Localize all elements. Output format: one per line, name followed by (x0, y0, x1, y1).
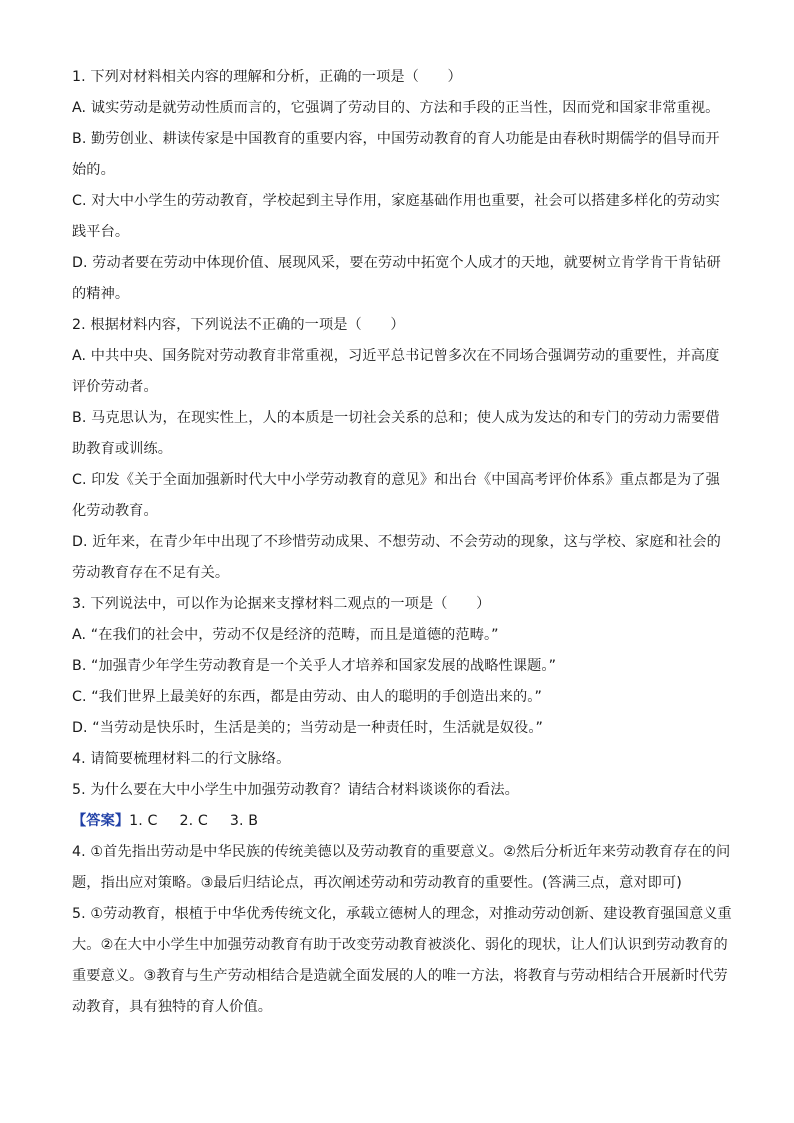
answer-4-line1: 4. ①首先指出劳动是中华民族的传统美德以及劳动教育的重要意义。②然后分析近年来劳动教育存在的问 (72, 844, 731, 860)
q1-option-c-line2: 践平台。 (72, 224, 130, 240)
q3-option-b: B. “加强青少年学生劳动教育是一个关乎人才培养和国家发展的战略性课题。” (72, 658, 557, 674)
q5-stem: 5. 为什么要在大中小学生中加强劳动教育？请结合材料谈谈你的看法。 (72, 782, 519, 798)
answer-5-line3: 重要意义。③教育与生产劳动相结合是造就全面发展的人的唯一方法，将教育与劳动相结合开展新时代劳 (72, 968, 728, 984)
q3-option-d: D. “当劳动是快乐时，生活是美的；当劳动是一种责任时，生活就是奴役。” (72, 720, 543, 736)
q1-option-b-line2: 始的。 (72, 162, 115, 178)
q1-option-c-line1: C. 对大中小学生的劳动教育，学校起到主导作用，家庭基础作用也重要，社会可以搭建多样化的劳动实 (72, 193, 720, 209)
q3-option-a: A. “在我们的社会中，劳动不仅是经济的范畴，而且是道德的范畴。” (72, 627, 499, 643)
answer-key (72, 806, 724, 837)
q1-stem: 1. 下列对材料相关内容的理解和分析，正确的一项是（ ） (72, 69, 462, 85)
q2-stem: 2. 根据材料内容，下列说法不正确的一项是（ ） (72, 317, 405, 333)
answer-1: 1. C (129, 813, 158, 829)
q2-option-a-line1: A. 中共中央、国务院对劳动教育非常重视，习近平总书记曾多次在不同场合强调劳动的重要性，并高度 (72, 348, 720, 364)
answer-5-line4: 动教育，具有独特的育人价值。 (72, 999, 273, 1015)
q2-option-c-line2: 化劳动教育。 (72, 503, 158, 519)
q2-option-b-line2: 助教育或训练。 (72, 441, 173, 457)
q1-option-d-line2: 的精神。 (72, 286, 130, 302)
answer-tag: 【答案】 (72, 813, 130, 829)
q2-option-b-line1: B. 马克思认为，在现实性上，人的本质是一切社会关系的总和；使人成为发达的和专门的劳动力需要借 (72, 410, 720, 426)
q2-option-d-line2: 劳动教育存在不足有关。 (72, 565, 230, 581)
answer-2: 2. C (179, 813, 208, 829)
q2-option-a-line2: 评价劳动者。 (72, 379, 158, 395)
answer-4-line2: 题，指出应对策略。③最后归结论点，再次阐述劳动和劳动教育的重要性。(答满三点，意对即可) (72, 875, 682, 891)
q2-option-d-line1: D. 近年来，在青少年中出现了不珍惜劳动成果、不想劳动、不会劳动的现象，这与学校、家庭和社会的 (72, 534, 721, 550)
q3-stem: 3. 下列说法中，可以作为论据来支撑材料二观点的一项是（ ） (72, 596, 491, 612)
q1-option-b-line1: B. 勤劳创业、耕读传家是中国教育的重要内容，中国劳动教育的育人功能是由春秋时期儒学的倡导而开 (72, 131, 720, 147)
q2-option-c-line1: C. 印发《关于全面加强新时代大中小学劳动教育的意见》和出台《中国高考评价体系》重点都是为了强 (72, 472, 720, 488)
q4-stem: 4. 请简要梳理材料二的行文脉络。 (72, 751, 291, 767)
answer-5-line1: 5. ①劳动教育，根植于中华优秀传统文化，承载立德树人的理念，对推动劳动创新、建设教育强国意义重 (72, 906, 732, 922)
q3-option-c: C. “我们世界上最美好的东西，都是由劳动、由人的聪明的手创造出来的。” (72, 689, 542, 705)
answer-3: 3. B (229, 813, 259, 829)
q1-option-a: A. 诚实劳动是就劳动性质而言的，它强调了劳动目的、方法和手段的正当性，因而党和国家非常重视。 (72, 100, 720, 116)
answer-5-line2: 大。②在大中小学生中加强劳动教育有助于改变劳动教育被淡化、弱化的现状，让人们认识到劳动教育的 (72, 937, 728, 953)
q1-option-d-line1: D. 劳动者要在劳动中体现价值、展现风采，要在劳动中拓宽个人成才的天地，就要树立肯学肯干肯钻研 (72, 255, 721, 271)
